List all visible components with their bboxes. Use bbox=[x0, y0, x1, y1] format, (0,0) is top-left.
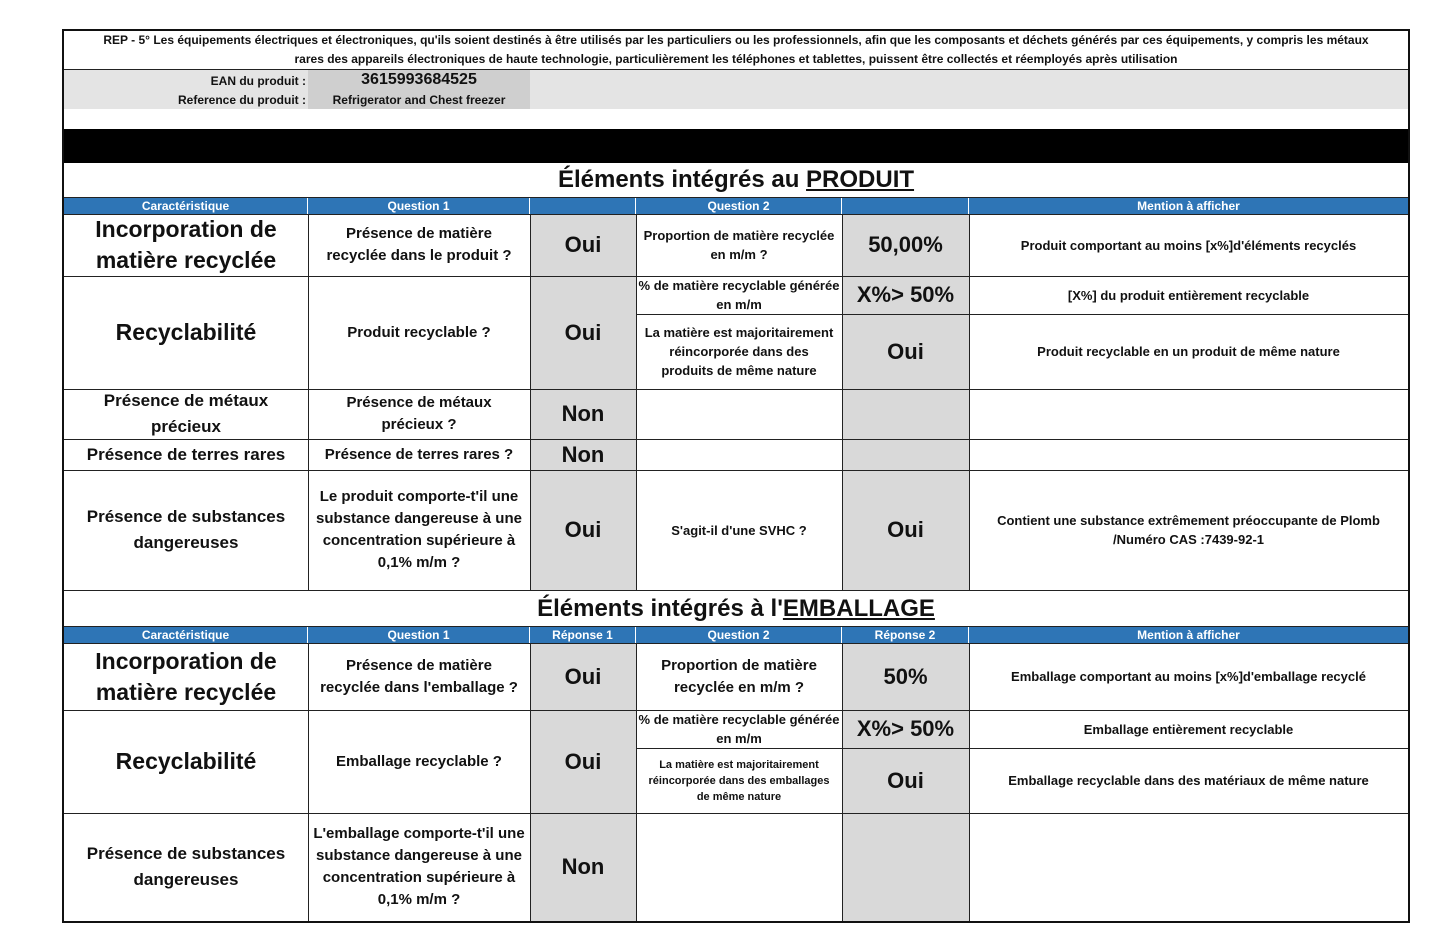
emballage-title-emph: EMBALLAGE bbox=[782, 595, 935, 622]
grid-line bbox=[842, 214, 843, 590]
emballage-section-title bbox=[64, 594, 1408, 624]
grid-line bbox=[64, 643, 1408, 644]
grid-line bbox=[64, 214, 1408, 215]
produit-recyclability-a2a: X%> 50% bbox=[856, 282, 955, 307]
intro-line-2: rares des appareils électroniques de haute technologie, particulièrement les téléphones et tablettes, puissent être collectés et réemployés après utilisation bbox=[294, 52, 1178, 66]
produit-recycled-characteristic bbox=[64, 214, 308, 276]
emballage-recycled-q1: Présence de matière recyclée dans l'emballage ? bbox=[320, 656, 518, 696]
produit-recycled-a2: 50,00% bbox=[868, 232, 943, 257]
emballage-header-characteristic: Caractéristique bbox=[64, 626, 308, 643]
grid-line bbox=[530, 643, 531, 921]
emballage-recyclability-a2a: X%> 50% bbox=[856, 716, 955, 741]
produit-substances-q2: S'agit-il d'une SVHC ? bbox=[671, 522, 807, 538]
emballage-header-answer1: Réponse 1 bbox=[530, 626, 636, 643]
emballage-substances-char-line2: dangereuses bbox=[133, 870, 239, 889]
produit-recycled-a1: Oui bbox=[564, 232, 602, 257]
produit-rare-earths-a1: Non bbox=[561, 441, 605, 467]
grid-line bbox=[64, 710, 1408, 711]
produit-title-emph: PRODUIT bbox=[806, 166, 915, 193]
produit-title-prefix: Éléments intégrés au bbox=[557, 166, 807, 193]
ref-value: Refrigerator and Chest freezer bbox=[332, 93, 506, 107]
emballage-recycled-characteristic bbox=[64, 643, 308, 710]
grid-line bbox=[64, 69, 1408, 70]
produit-substances-char-line2: dangereuses bbox=[133, 533, 239, 552]
intro-text bbox=[64, 31, 1408, 69]
produit-substances-a2: Oui bbox=[887, 517, 924, 542]
produit-substances-characteristic bbox=[64, 470, 308, 590]
produit-header-question2: Question 2 bbox=[636, 197, 842, 214]
produit-substances-mention-line2: /Numéro CAS :7439-92-1 bbox=[1113, 532, 1264, 547]
emballage-recycled-mention: Emballage comportant au moins [x%]d'emballage recyclé bbox=[1011, 669, 1366, 684]
grid-line bbox=[969, 643, 970, 921]
grid-line bbox=[64, 470, 1408, 471]
grid-line bbox=[64, 389, 1408, 390]
produit-substances-mention bbox=[969, 470, 1408, 590]
emballage-recyclability-q2b: La matière est majoritairement réincorporée dans des emballages de même nature bbox=[648, 758, 830, 803]
produit-rare-earths-characteristic: Présence de terres rares bbox=[86, 444, 286, 464]
produit-substances-q1: Le produit comporte-t'il une substance dangereuse à une concentration supérieure à 0,1% m/m ? bbox=[316, 488, 522, 571]
produit-metals-a1: Non bbox=[561, 401, 605, 426]
emballage-recycled-a2: 50% bbox=[883, 663, 928, 689]
emballage-substances-a1: Non bbox=[561, 854, 605, 879]
grid-line bbox=[308, 643, 309, 921]
grid-line bbox=[64, 439, 1408, 440]
grid-line bbox=[64, 197, 1408, 198]
produit-section-title bbox=[64, 165, 1408, 195]
grid-line bbox=[636, 314, 1408, 315]
grid-line bbox=[308, 214, 309, 590]
produit-substances-mention-line1: Contient une substance extrêmement préoccupante de Plomb bbox=[997, 513, 1380, 528]
emballage-recycled-a1: Oui bbox=[564, 663, 602, 689]
grid-line bbox=[969, 214, 970, 590]
produit-metals-characteristic bbox=[64, 389, 308, 439]
produit-recyclability-mention-a: [X%] du produit entièrement recyclable bbox=[1067, 287, 1310, 303]
ean-value: 3615993684525 bbox=[361, 71, 477, 88]
produit-recyclability-a1: Oui bbox=[564, 319, 602, 345]
emballage-header-question2: Question 2 bbox=[636, 626, 842, 643]
emballage-recyclability-mention-b: Emballage recyclable dans des matériaux de même nature bbox=[1008, 773, 1369, 788]
produit-recyclability-q1: Produit recyclable ? bbox=[347, 323, 491, 341]
produit-substances-char-line1: Présence de substances bbox=[86, 507, 286, 526]
grid-line bbox=[64, 813, 1408, 814]
produit-recyclability-mention-b: Produit recyclable en un produit de même nature bbox=[1037, 344, 1340, 359]
emballage-recyclability-mention-a: Emballage entièrement recyclable bbox=[1083, 721, 1294, 737]
ref-label: Reference du produit : bbox=[177, 93, 306, 107]
emballage-substances-q1: L'emballage comporte-t'il une substance dangereuse à une concentration supérieure à 0,1% m/m ? bbox=[313, 825, 525, 908]
produit-header-answer1 bbox=[530, 197, 636, 214]
produit-recyclability-q2a: % de matière recyclable générée en m/m bbox=[638, 278, 840, 312]
grid-line bbox=[636, 643, 637, 921]
rep-sheet bbox=[62, 29, 1410, 923]
grid-line bbox=[64, 590, 1408, 591]
produit-substances-a1: Oui bbox=[564, 517, 602, 542]
produit-metals-char-line2: précieux bbox=[151, 417, 221, 436]
produit-header-question1: Question 1 bbox=[308, 197, 530, 214]
produit-header-mention: Mention à afficher bbox=[969, 197, 1408, 214]
produit-header-answer2 bbox=[842, 197, 969, 214]
ean-label: EAN du produit : bbox=[210, 74, 306, 88]
emballage-recycled-char-line1: Incorporation de bbox=[95, 647, 277, 674]
emballage-header-answer2: Réponse 2 bbox=[842, 626, 969, 643]
emballage-recyclability-q1: Emballage recyclable ? bbox=[336, 752, 502, 770]
emballage-header-question1: Question 1 bbox=[308, 626, 530, 643]
emballage-recyclability-a1: Oui bbox=[564, 748, 602, 774]
emballage-recyclability-a2b: Oui bbox=[887, 767, 924, 793]
produit-metals-q1: Présence de métaux précieux ? bbox=[346, 394, 492, 433]
produit-rare-earths-q1: Présence de terres rares ? bbox=[324, 445, 514, 463]
grid-line bbox=[64, 626, 1408, 627]
emballage-recyclability-characteristic: Recyclabilité bbox=[115, 748, 257, 774]
emballage-recycled-q2: Proportion de matière recyclée en m/m ? bbox=[661, 656, 817, 696]
emballage-substances-characteristic bbox=[64, 813, 308, 921]
emballage-header-mention: Mention à afficher bbox=[969, 626, 1408, 643]
grid-line bbox=[530, 214, 531, 590]
intro-line-1: REP - 5° Les équipements électriques et électroniques, qu'ils soient destinés à être utilisés par les particuliers ou les professionnels, afin que les composants et déchets générés par ces équipements, y compris les métaux bbox=[103, 33, 1369, 47]
emballage-substances-char-line1: Présence de substances bbox=[86, 844, 286, 863]
produit-recyclability-a2b: Oui bbox=[887, 338, 924, 364]
produit-recyclability-q2b: La matière est majoritairement réincorporée dans des produits de même nature bbox=[644, 325, 834, 378]
produit-recycled-q2: Proportion de matière recyclée en m/m ? bbox=[643, 228, 835, 262]
produit-metals-char-line1: Présence de métaux bbox=[103, 391, 269, 410]
produit-recycled-char-line1: Incorporation de bbox=[95, 216, 277, 242]
grid-line bbox=[64, 276, 1408, 277]
emballage-recycled-char-line2: matière recyclée bbox=[95, 678, 277, 705]
grid-line bbox=[842, 643, 843, 921]
produit-recyclability-characteristic: Recyclabilité bbox=[115, 319, 257, 345]
produit-header-characteristic: Caractéristique bbox=[64, 197, 308, 214]
produit-recycled-char-line2: matière recyclée bbox=[95, 247, 277, 273]
emballage-recyclability-q2a: % de matière recyclable générée en m/m bbox=[638, 712, 840, 746]
grid-line bbox=[636, 214, 637, 590]
emballage-title-prefix: Éléments intégrés à l' bbox=[537, 595, 783, 622]
produit-recycled-q1: Présence de matière recyclée dans le produit ? bbox=[326, 225, 512, 264]
produit-recycled-mention: Produit comportant au moins [x%]d'éléments recyclés bbox=[1020, 237, 1357, 253]
black-band bbox=[64, 129, 1408, 163]
grid-line bbox=[636, 748, 1408, 749]
